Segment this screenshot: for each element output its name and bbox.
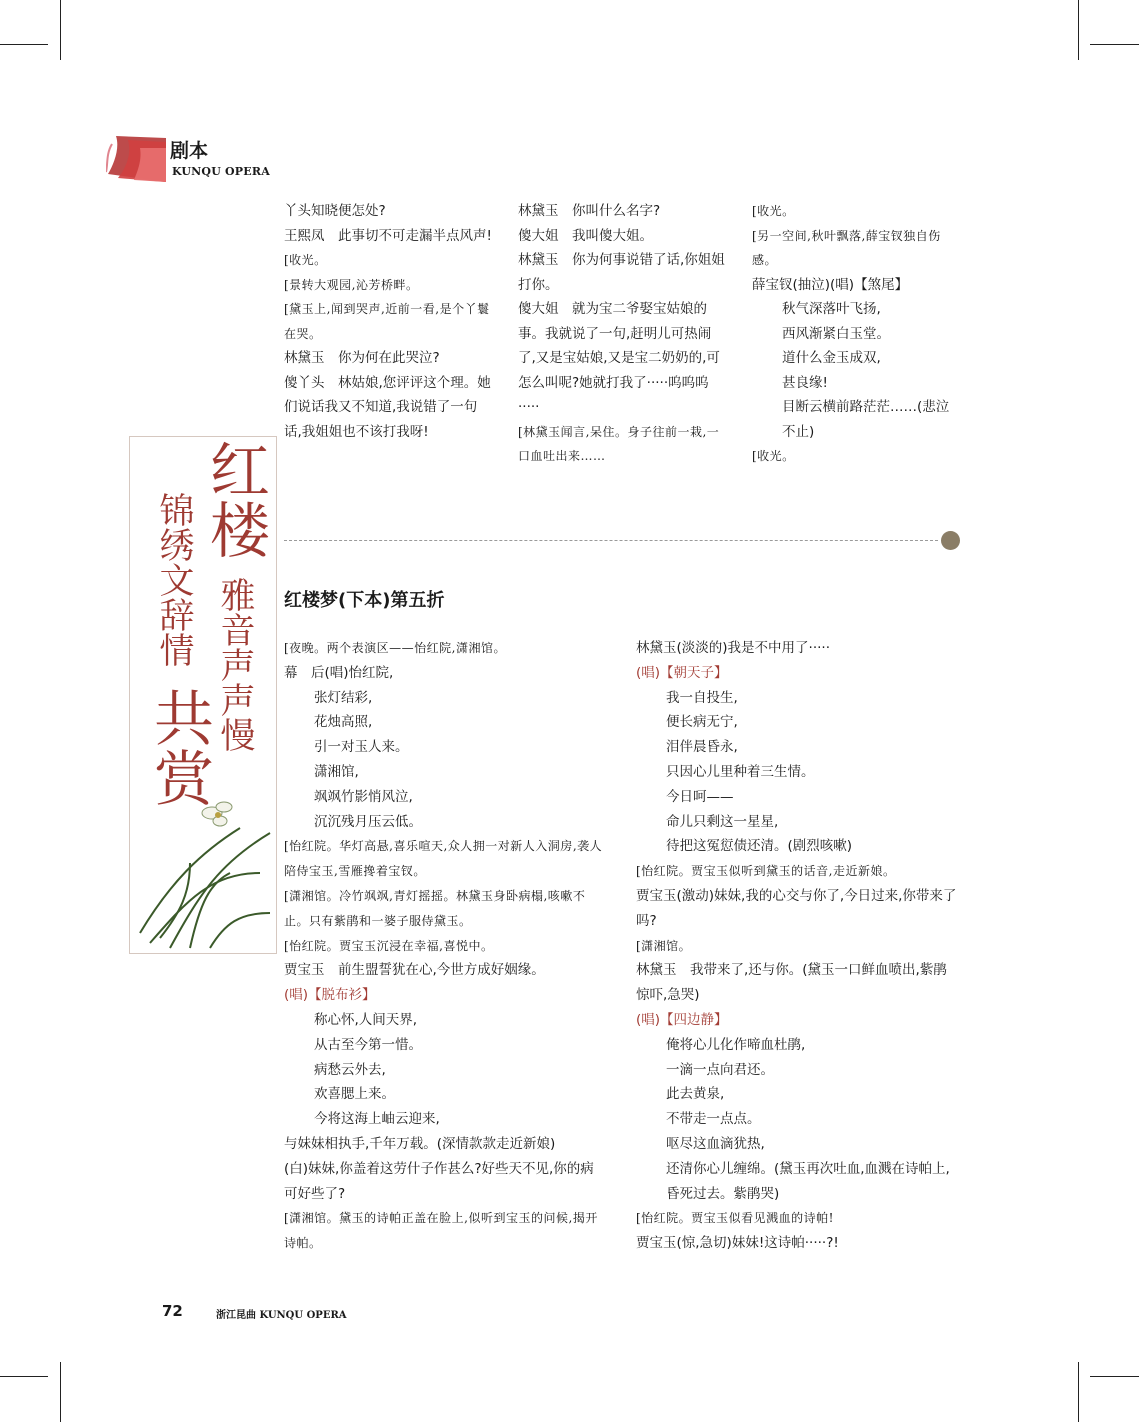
side-line-2: 锦绣文辞情 [154,492,194,667]
script-line: 西风渐紧白玉堂。 [782,325,890,342]
script-line: (唱)【脱布衫】 [284,987,376,1004]
script-line: 还清你心儿缠绵。(黛玉再次吐血,血溅在诗帕上,昏死过去。紫鹃哭) [666,1160,950,1202]
page-number: 72 [162,1302,183,1320]
crop-mark [1078,1362,1079,1422]
script-line: 欢喜腮上来。 [314,1086,395,1103]
script-line: 贾宝玉(激动)妹妹,我的心交与你了,今日过来,你带来了吗? [636,887,957,929]
script-line: [黛玉上,闻到哭声,近前一看,是个丫鬟在哭。 [284,302,490,341]
script-line: 张灯结彩, [314,689,373,706]
script-line: 傻大姐 我叫傻大姐。 [518,227,653,244]
script-line: 与妹妹相执手,千年万载。(深情款款走近新娘) [284,1135,556,1152]
script-line: 沉沉残月压云低。 [314,813,422,830]
script-line: 林黛玉 你为何在此哭泣? [284,350,440,366]
crop-mark [1090,1376,1139,1377]
script-line: 傻丫头 林姑娘,您评评这个理。她们说话我又不知道,我说错了一句话,我姐姐也不该打我呀! [284,374,491,440]
bottom-column-1 [284,636,606,1256]
crop-mark [0,1376,48,1377]
script-line: 林黛玉 你为何事说错了话,你姐姐打你。 [518,252,725,293]
script-line: 甚良缘! [782,374,828,391]
script-line: 贾宝玉(惊,急切)妹妹!这诗帕·····?! [636,1235,839,1252]
fan-logo-icon [106,134,166,186]
crop-mark [1078,0,1079,60]
script-line: 便长病无宁, [666,714,738,731]
script-line: 道什么金玉成双, [782,350,881,366]
script-line: 泪伴晨昏永, [666,739,738,756]
script-line: [收光。 [752,204,795,218]
side-title-big-1: 红楼 [200,439,270,559]
side-panel [129,436,277,954]
script-line: 引一对玉人来。 [314,739,409,756]
top-column-3 [752,199,958,469]
scene-title: 红楼梦(下本)第五折 [284,590,445,611]
script-line: 丫头知晓便怎处? [284,203,386,219]
script-line: [潇湘馆。黛玉的诗帕正盖在脸上,似听到宝玉的问候,揭开诗帕。 [284,1211,598,1251]
script-line: 一滴一点向君还。 [666,1061,774,1078]
script-line: 林黛玉 我带来了,还与你。(黛玉一口鲜血喷出,紫鹃惊吓,急哭) [636,962,947,1004]
script-line: 呕尽这血滴犹热, [666,1135,765,1152]
script-line: 此去黄泉, [666,1086,725,1103]
script-line: (唱)【四边静】 [636,1011,728,1028]
section-title: 剧本 [170,140,209,162]
script-line: 俺将心儿化作啼血杜鹃, [666,1036,806,1053]
orchid-illustration [130,773,276,953]
script-line: 林黛玉(淡淡的)我是不中用了····· [636,640,830,656]
crop-mark [0,44,48,45]
publication-name: 浙江昆曲 KUNQU OPERA [216,1310,347,1321]
script-line: [另一空间,秋叶飘落,薛宝钗独自伤感。 [752,228,941,267]
crop-mark [60,0,61,60]
script-line: 只因心儿里种着三生情。 [666,763,815,780]
script-line: (唱)【朝天子】 [636,664,728,681]
script-line: 目断云横前路茫茫……(悲泣不止) [782,399,950,440]
script-line: [夜晚。两个表演区——怡红院,潇湘馆。 [284,641,506,655]
script-line: [怡红院。华灯高悬,喜乐喧天,众人拥一对新人入洞房,袭人陪侍宝玉,雪雁搀着宝钗。 [284,839,603,879]
script-line: 待把这冤愆债还清。(剧烈咳嗽) [666,838,853,855]
top-column-1 [284,199,494,444]
section-subtitle: KUNQU OPERA [172,165,270,178]
script-line: 傻大姐 就为宝二爷娶宝姑娘的事。我就说了一句,赶明儿可热闹了,又是宝姑娘,又是宝二奶奶的,可怎么叫呢?她就打我了·····呜呜呜····· [518,301,720,415]
script-line: 我一自投生, [666,689,738,706]
script-line: (白)妹妹,你盖着这劳什子作甚么?好些天不见,你的病可好些了? [284,1160,594,1202]
script-line: [潇湘馆。 [636,938,692,953]
side-line-3: 雅音声声慢 [215,577,255,752]
script-line: [潇湘馆。冷竹飒飒,青灯摇摇。林黛玉身卧病榻,咳嗽不止。只有紫鹃和一婆子服侍黛玉。 [284,888,586,928]
script-line: 秋气深落叶飞扬, [782,301,881,317]
script-line: 飒飒竹影悄风泣, [314,788,413,805]
section-divider [284,540,938,541]
script-line: 不带走一点点。 [666,1111,761,1128]
crop-mark [1090,44,1139,45]
script-line: [怡红院。贾宝玉似听到黛玉的话音,走近新娘。 [636,864,896,879]
script-line: 贾宝玉 前生盟誓犹在心,今世方成好姻缘。 [284,962,545,979]
script-line: [收光。 [752,449,795,463]
divider-dot-icon [941,531,960,550]
bottom-column-2 [636,636,958,1256]
script-line: 潇湘馆, [314,763,359,780]
script-line: 林黛玉 你叫什么名字? [518,203,661,219]
script-line: 病愁云外去, [314,1061,386,1078]
script-line: 从古至今第一惜。 [314,1036,422,1053]
script-line: [怡红院。贾宝玉似看见溅血的诗帕! [636,1211,835,1226]
script-line: 称心怀,人间天界, [314,1011,418,1028]
script-line: 花烛高照, [314,714,373,731]
script-line: 今日呵—— [666,788,734,805]
script-line: 薛宝钗(抽泣)(唱)【煞尾】 [752,276,909,293]
script-line: [景转大观园,沁芳桥畔。 [284,277,419,292]
script-line: 王熙凤 此事切不可走漏半点风声! [284,227,492,244]
script-line: [怡红院。贾宝玉沉浸在幸福,喜悦中。 [284,938,494,953]
script-line: 今将这海上岫云迎来, [314,1111,440,1128]
crop-mark [60,1362,61,1422]
script-line: [林黛玉闻言,呆住。身子往前一栽,一口血吐出来…… [518,424,720,463]
script-line: 幕 后(唱)怡红院, [284,664,394,681]
top-column-2 [518,199,728,469]
side-title-big-2: 共赏 [144,687,214,807]
script-line: 命儿只剩这一星星, [666,813,779,830]
script-line: [收光。 [284,253,327,267]
